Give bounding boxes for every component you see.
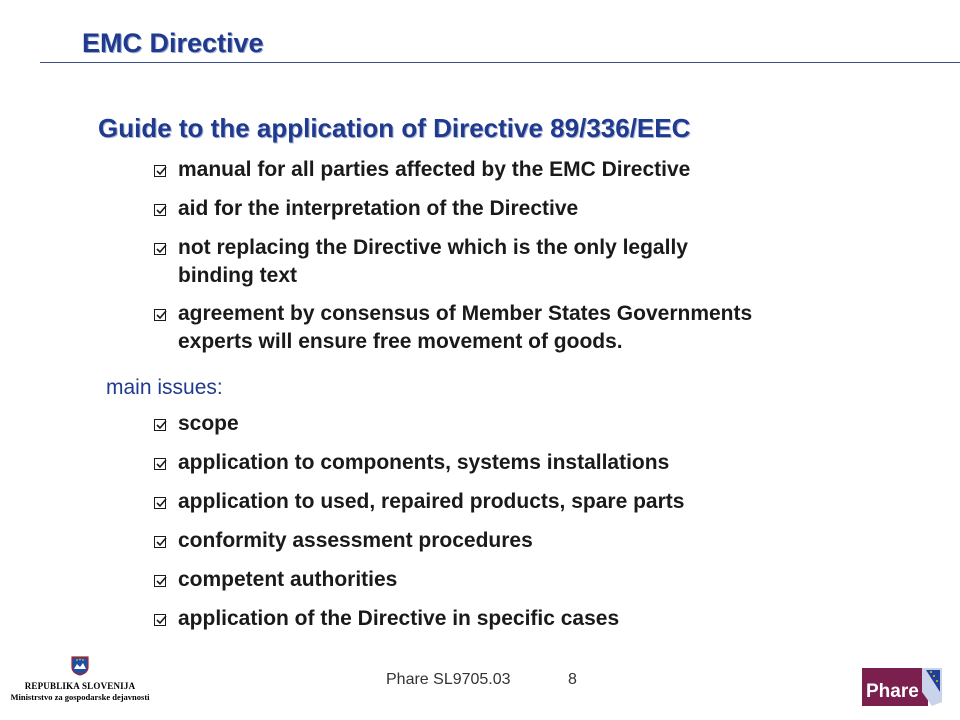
item-line: manual for all parties affected by the EMC Directive bbox=[178, 158, 691, 181]
slovenia-government-logo bbox=[10, 656, 150, 702]
guide-heading: Guide to the application of Directive 89/336/EEC bbox=[98, 113, 691, 143]
phare-logo-text: Phare bbox=[866, 681, 919, 702]
item-text: scope bbox=[178, 412, 239, 435]
item-text: conformity assessment procedures bbox=[178, 529, 533, 552]
item-text: competent authorities bbox=[178, 568, 398, 591]
guide-bullet-list bbox=[154, 156, 752, 356]
list-item bbox=[154, 195, 752, 223]
checkbox-icon bbox=[154, 458, 166, 470]
list-item bbox=[154, 488, 684, 516]
footer-text: Phare SL9705.03 bbox=[386, 671, 511, 688]
list-item bbox=[154, 566, 684, 594]
list-item bbox=[154, 410, 684, 438]
checkbox-icon bbox=[154, 536, 166, 548]
list-item bbox=[154, 527, 684, 555]
issues-heading: main issues: bbox=[106, 376, 223, 399]
checkbox-icon bbox=[154, 614, 166, 626]
list-item bbox=[154, 156, 752, 184]
item-line: agreement by consensus of Member States Governments bbox=[178, 302, 753, 325]
checkbox-icon bbox=[154, 204, 166, 216]
list-item bbox=[154, 234, 752, 290]
checkbox-icon bbox=[154, 575, 166, 587]
checkbox-icon bbox=[154, 419, 166, 431]
item-line: not replacing the Directive which is the only legally bbox=[178, 236, 688, 259]
checkbox-icon bbox=[154, 497, 166, 509]
checkbox-icon bbox=[154, 309, 166, 321]
item-text: application to used, repaired products, spare parts bbox=[178, 490, 685, 513]
title-divider bbox=[40, 62, 960, 63]
item-line: aid for the interpretation of the Directive bbox=[178, 197, 579, 220]
issues-bullet-list bbox=[154, 410, 684, 644]
slide-title: EMC Directive bbox=[82, 28, 264, 58]
checkbox-icon bbox=[154, 243, 166, 255]
gov-name: REPUBLIKA SLOVENIJA bbox=[24, 681, 136, 691]
item-text: application of the Directive in specific cases bbox=[178, 607, 620, 630]
item-line-continued: experts will ensure free movement of goods. bbox=[178, 330, 623, 353]
gov-ministry: Ministrstvo za gospodarske dejavnosti bbox=[10, 692, 150, 702]
coat-of-arms-icon bbox=[71, 656, 89, 676]
item-text: application to components, systems installations bbox=[178, 451, 670, 474]
item-line-continued: binding text bbox=[178, 264, 297, 287]
list-item bbox=[154, 300, 752, 356]
page-number: 8 bbox=[568, 671, 577, 688]
checkbox-icon bbox=[154, 165, 166, 177]
list-item bbox=[154, 449, 684, 477]
list-item bbox=[154, 605, 684, 633]
